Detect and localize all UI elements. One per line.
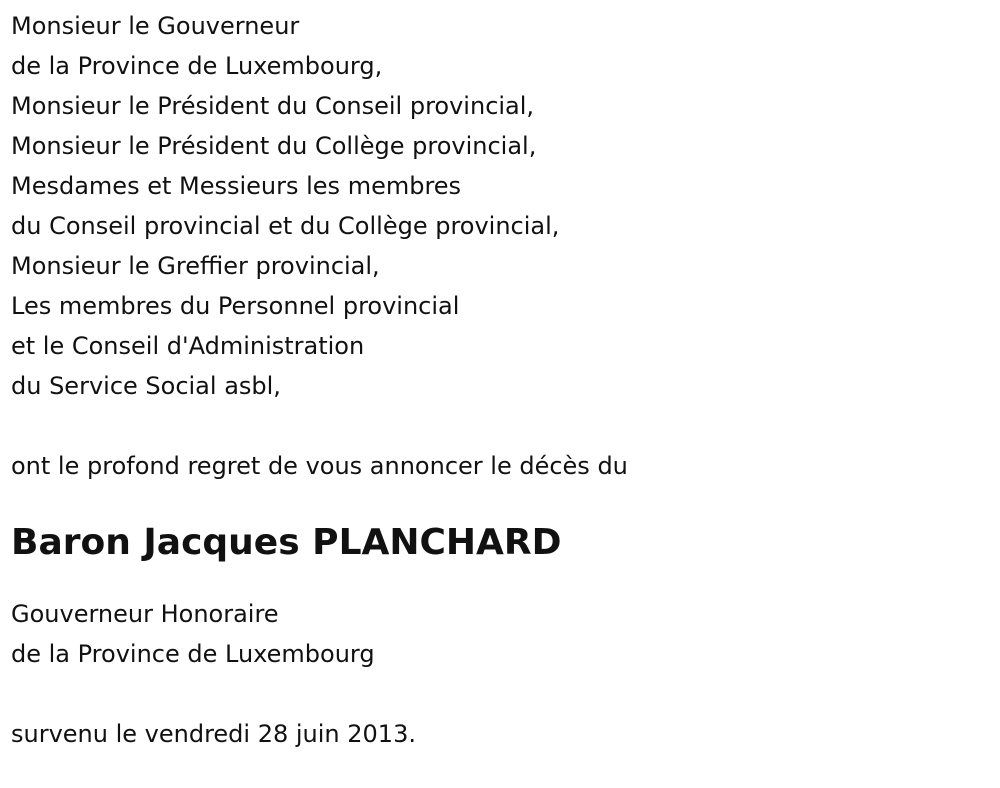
- senders-block: [11, 6, 981, 406]
- sender-line: Monsieur le Gouverneur: [11, 12, 300, 40]
- sender-line: Monsieur le Greffier provincial,: [11, 252, 380, 280]
- announcement-text: ont le profond regret de vous annoncer le décès du: [11, 452, 628, 480]
- sender-line: de la Province de Luxembourg,: [11, 52, 383, 80]
- obituary-notice: [11, 6, 981, 754]
- date-block: [11, 714, 981, 754]
- date-line: survenu le vendredi 28 juin 2013.: [11, 720, 416, 748]
- honorary-title-block: [11, 594, 981, 674]
- sender-line: Monsieur le Président du Collège provincial,: [11, 132, 537, 160]
- sender-line: Mesdames et Messieurs les membres: [11, 172, 462, 200]
- sender-line: Les membres du Personnel provincial: [11, 292, 460, 320]
- sender-line: Monsieur le Président du Conseil provincial,: [11, 92, 535, 120]
- announcement-block: [11, 446, 981, 486]
- title-line: de la Province de Luxembourg: [11, 640, 375, 668]
- sender-line: du Service Social asbl,: [11, 372, 281, 400]
- sender-line: et le Conseil d'Administration: [11, 332, 365, 360]
- title-line: Gouverneur Honoraire: [11, 600, 279, 628]
- deceased-name: Baron Jacques PLANCHARD: [11, 522, 562, 563]
- sender-line: du Conseil provincial et du Collège provincial,: [11, 212, 560, 240]
